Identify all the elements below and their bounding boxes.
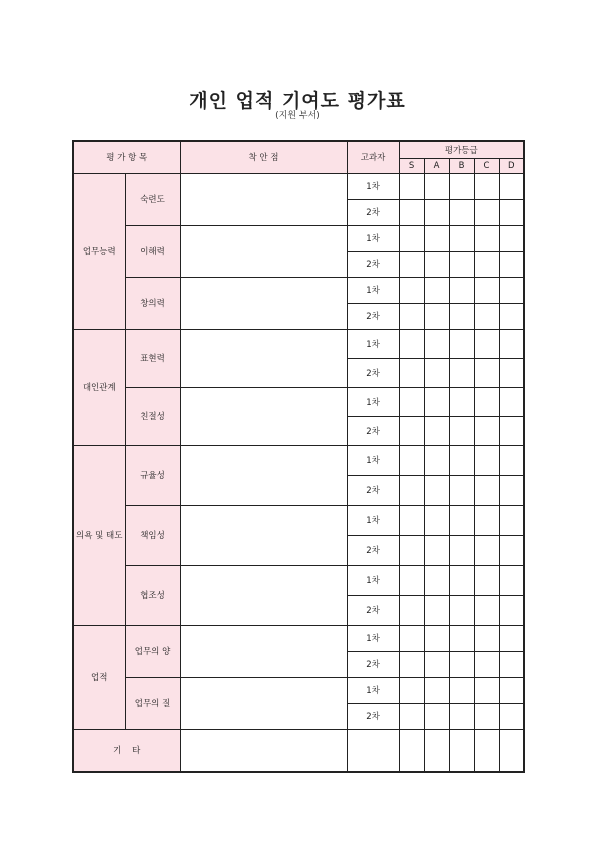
grade-cell-a[interactable]	[424, 387, 449, 416]
grade-cell-b[interactable]	[449, 625, 474, 651]
grade-cell-d[interactable]	[499, 387, 524, 416]
other-grade-cell-d[interactable]	[499, 729, 524, 772]
round-label: 1차	[347, 225, 399, 251]
grade-cell-b[interactable]	[449, 535, 474, 565]
grade-cell-a[interactable]	[424, 565, 449, 595]
grade-cell-c[interactable]	[474, 173, 499, 199]
grade-cell-c[interactable]	[474, 416, 499, 445]
round-label: 1차	[347, 329, 399, 358]
grade-cell-d[interactable]	[499, 475, 524, 505]
grade-cell-c[interactable]	[474, 703, 499, 729]
round-label: 1차	[347, 505, 399, 535]
grade-cell-a[interactable]	[424, 303, 449, 329]
sub-item-label: 친절성	[125, 387, 180, 445]
grade-cell-d[interactable]	[499, 225, 524, 251]
grade-cell-c[interactable]	[474, 535, 499, 565]
grade-cell-a[interactable]	[424, 251, 449, 277]
grade-cell-d[interactable]	[499, 565, 524, 595]
group-label: 업무능력	[73, 173, 125, 329]
grade-header-s: S	[399, 158, 424, 173]
other-point-cell[interactable]	[180, 729, 347, 772]
grade-cell-a[interactable]	[424, 505, 449, 535]
grade-cell-a[interactable]	[424, 535, 449, 565]
grade-header-a: A	[424, 158, 449, 173]
grade-cell-c[interactable]	[474, 251, 499, 277]
grade-cell-b[interactable]	[449, 445, 474, 475]
header-evaluator: 고과자	[347, 141, 399, 173]
round-label: 2차	[347, 199, 399, 225]
grade-cell-c[interactable]	[474, 565, 499, 595]
point-cell[interactable]	[180, 445, 347, 505]
round-label: 2차	[347, 416, 399, 445]
grade-cell-s[interactable]	[399, 387, 424, 416]
round-label: 2차	[347, 251, 399, 277]
grade-cell-s[interactable]	[399, 225, 424, 251]
grade-cell-d[interactable]	[499, 535, 524, 565]
point-cell[interactable]	[180, 677, 347, 729]
sub-item-label: 표현력	[125, 329, 180, 387]
grade-cell-d[interactable]	[499, 277, 524, 303]
grade-cell-b[interactable]	[449, 387, 474, 416]
point-cell[interactable]	[180, 625, 347, 677]
other-grade-cell-c[interactable]	[474, 729, 499, 772]
page-subtitle: (지원 부서)	[275, 111, 320, 121]
grade-cell-c[interactable]	[474, 358, 499, 387]
grade-cell-a[interactable]	[424, 329, 449, 358]
point-cell[interactable]	[180, 565, 347, 625]
round-label: 1차	[347, 387, 399, 416]
group-label: 대인관계	[73, 329, 125, 445]
header-grade: 평가등급	[399, 141, 524, 158]
grade-cell-b[interactable]	[449, 505, 474, 535]
grade-cell-c[interactable]	[474, 625, 499, 651]
other-grade-cell-b[interactable]	[449, 729, 474, 772]
other-grade-cell-s[interactable]	[399, 729, 424, 772]
grade-cell-c[interactable]	[474, 329, 499, 358]
grade-cell-s[interactable]	[399, 677, 424, 703]
grade-cell-s[interactable]	[399, 445, 424, 475]
sub-item-label: 업무의 질	[125, 677, 180, 729]
grade-cell-a[interactable]	[424, 358, 449, 387]
evaluation-table	[72, 140, 525, 773]
grade-cell-s[interactable]	[399, 505, 424, 535]
header-items: 평 가 항 목	[73, 141, 180, 173]
grade-cell-s[interactable]	[399, 703, 424, 729]
grade-cell-b[interactable]	[449, 225, 474, 251]
grade-cell-b[interactable]	[449, 277, 474, 303]
grade-cell-d[interactable]	[499, 303, 524, 329]
grade-cell-d[interactable]	[499, 173, 524, 199]
round-label: 1차	[347, 677, 399, 703]
grade-cell-s[interactable]	[399, 651, 424, 677]
sub-item-label: 협조성	[125, 565, 180, 625]
sub-item-label: 이해력	[125, 225, 180, 277]
grade-cell-a[interactable]	[424, 595, 449, 625]
grade-cell-b[interactable]	[449, 565, 474, 595]
point-cell[interactable]	[180, 387, 347, 445]
point-cell[interactable]	[180, 505, 347, 565]
grade-cell-a[interactable]	[424, 445, 449, 475]
grade-cell-b[interactable]	[449, 416, 474, 445]
grade-cell-d[interactable]	[499, 595, 524, 625]
other-evaluator-cell[interactable]	[347, 729, 399, 772]
round-label: 2차	[347, 475, 399, 505]
other-label: 기 타	[73, 729, 180, 772]
grade-cell-s[interactable]	[399, 199, 424, 225]
grade-cell-b[interactable]	[449, 358, 474, 387]
group-label: 의욕 및 태도	[73, 445, 125, 625]
grade-cell-a[interactable]	[424, 277, 449, 303]
sub-item-label: 숙련도	[125, 173, 180, 225]
grade-cell-s[interactable]	[399, 358, 424, 387]
grade-cell-s[interactable]	[399, 475, 424, 505]
point-cell[interactable]	[180, 329, 347, 387]
grade-cell-d[interactable]	[499, 651, 524, 677]
grade-cell-a[interactable]	[424, 225, 449, 251]
grade-cell-c[interactable]	[474, 505, 499, 535]
grade-cell-s[interactable]	[399, 595, 424, 625]
sub-item-label: 규율성	[125, 445, 180, 505]
grade-cell-a[interactable]	[424, 651, 449, 677]
grade-header-d: D	[499, 158, 524, 173]
grade-header-c: C	[474, 158, 499, 173]
grade-cell-d[interactable]	[499, 199, 524, 225]
grade-cell-b[interactable]	[449, 303, 474, 329]
grade-cell-d[interactable]	[499, 505, 524, 535]
grade-cell-b[interactable]	[449, 677, 474, 703]
grade-cell-b[interactable]	[449, 251, 474, 277]
grade-cell-b[interactable]	[449, 703, 474, 729]
grade-cell-c[interactable]	[474, 387, 499, 416]
grade-cell-b[interactable]	[449, 329, 474, 358]
grade-cell-a[interactable]	[424, 703, 449, 729]
grade-cell-b[interactable]	[449, 199, 474, 225]
round-label: 2차	[347, 651, 399, 677]
grade-cell-s[interactable]	[399, 416, 424, 445]
grade-cell-a[interactable]	[424, 173, 449, 199]
round-label: 2차	[347, 303, 399, 329]
grade-cell-b[interactable]	[449, 595, 474, 625]
round-label: 2차	[347, 703, 399, 729]
round-label: 1차	[347, 565, 399, 595]
grade-cell-d[interactable]	[499, 251, 524, 277]
grade-cell-d[interactable]	[499, 416, 524, 445]
point-cell[interactable]	[180, 277, 347, 329]
grade-cell-c[interactable]	[474, 677, 499, 703]
grade-cell-d[interactable]	[499, 677, 524, 703]
grade-cell-a[interactable]	[424, 416, 449, 445]
grade-cell-s[interactable]	[399, 277, 424, 303]
grade-cell-b[interactable]	[449, 651, 474, 677]
grade-cell-c[interactable]	[474, 475, 499, 505]
sub-item-label: 책임성	[125, 505, 180, 565]
page-title: 개인 업적 기여도 평가표	[189, 90, 406, 112]
grade-cell-a[interactable]	[424, 625, 449, 651]
grade-cell-c[interactable]	[474, 303, 499, 329]
grade-cell-d[interactable]	[499, 625, 524, 651]
grade-cell-c[interactable]	[474, 651, 499, 677]
sub-item-label: 창의력	[125, 277, 180, 329]
grade-cell-s[interactable]	[399, 329, 424, 358]
header-points: 착 안 점	[180, 141, 347, 173]
grade-header-b: B	[449, 158, 474, 173]
grade-cell-c[interactable]	[474, 199, 499, 225]
round-label: 2차	[347, 535, 399, 565]
sub-item-label: 업무의 양	[125, 625, 180, 677]
grade-cell-s[interactable]	[399, 625, 424, 651]
grade-cell-c[interactable]	[474, 277, 499, 303]
grade-cell-c[interactable]	[474, 225, 499, 251]
grade-cell-s[interactable]	[399, 251, 424, 277]
grade-cell-c[interactable]	[474, 595, 499, 625]
grade-cell-d[interactable]	[499, 329, 524, 358]
grade-cell-a[interactable]	[424, 475, 449, 505]
round-label: 1차	[347, 277, 399, 303]
grade-cell-b[interactable]	[449, 475, 474, 505]
round-label: 2차	[347, 358, 399, 387]
grade-cell-b[interactable]	[449, 173, 474, 199]
round-label: 1차	[347, 173, 399, 199]
point-cell[interactable]	[180, 173, 347, 225]
grade-cell-d[interactable]	[499, 445, 524, 475]
grade-cell-a[interactable]	[424, 677, 449, 703]
grade-cell-s[interactable]	[399, 535, 424, 565]
grade-cell-s[interactable]	[399, 565, 424, 595]
grade-cell-s[interactable]	[399, 303, 424, 329]
round-label: 2차	[347, 595, 399, 625]
round-label: 1차	[347, 625, 399, 651]
grade-cell-a[interactable]	[424, 199, 449, 225]
grade-cell-d[interactable]	[499, 703, 524, 729]
other-grade-cell-a[interactable]	[424, 729, 449, 772]
grade-cell-s[interactable]	[399, 173, 424, 199]
group-label: 업적	[73, 625, 125, 729]
point-cell[interactable]	[180, 225, 347, 277]
grade-cell-c[interactable]	[474, 445, 499, 475]
grade-cell-d[interactable]	[499, 358, 524, 387]
round-label: 1차	[347, 445, 399, 475]
